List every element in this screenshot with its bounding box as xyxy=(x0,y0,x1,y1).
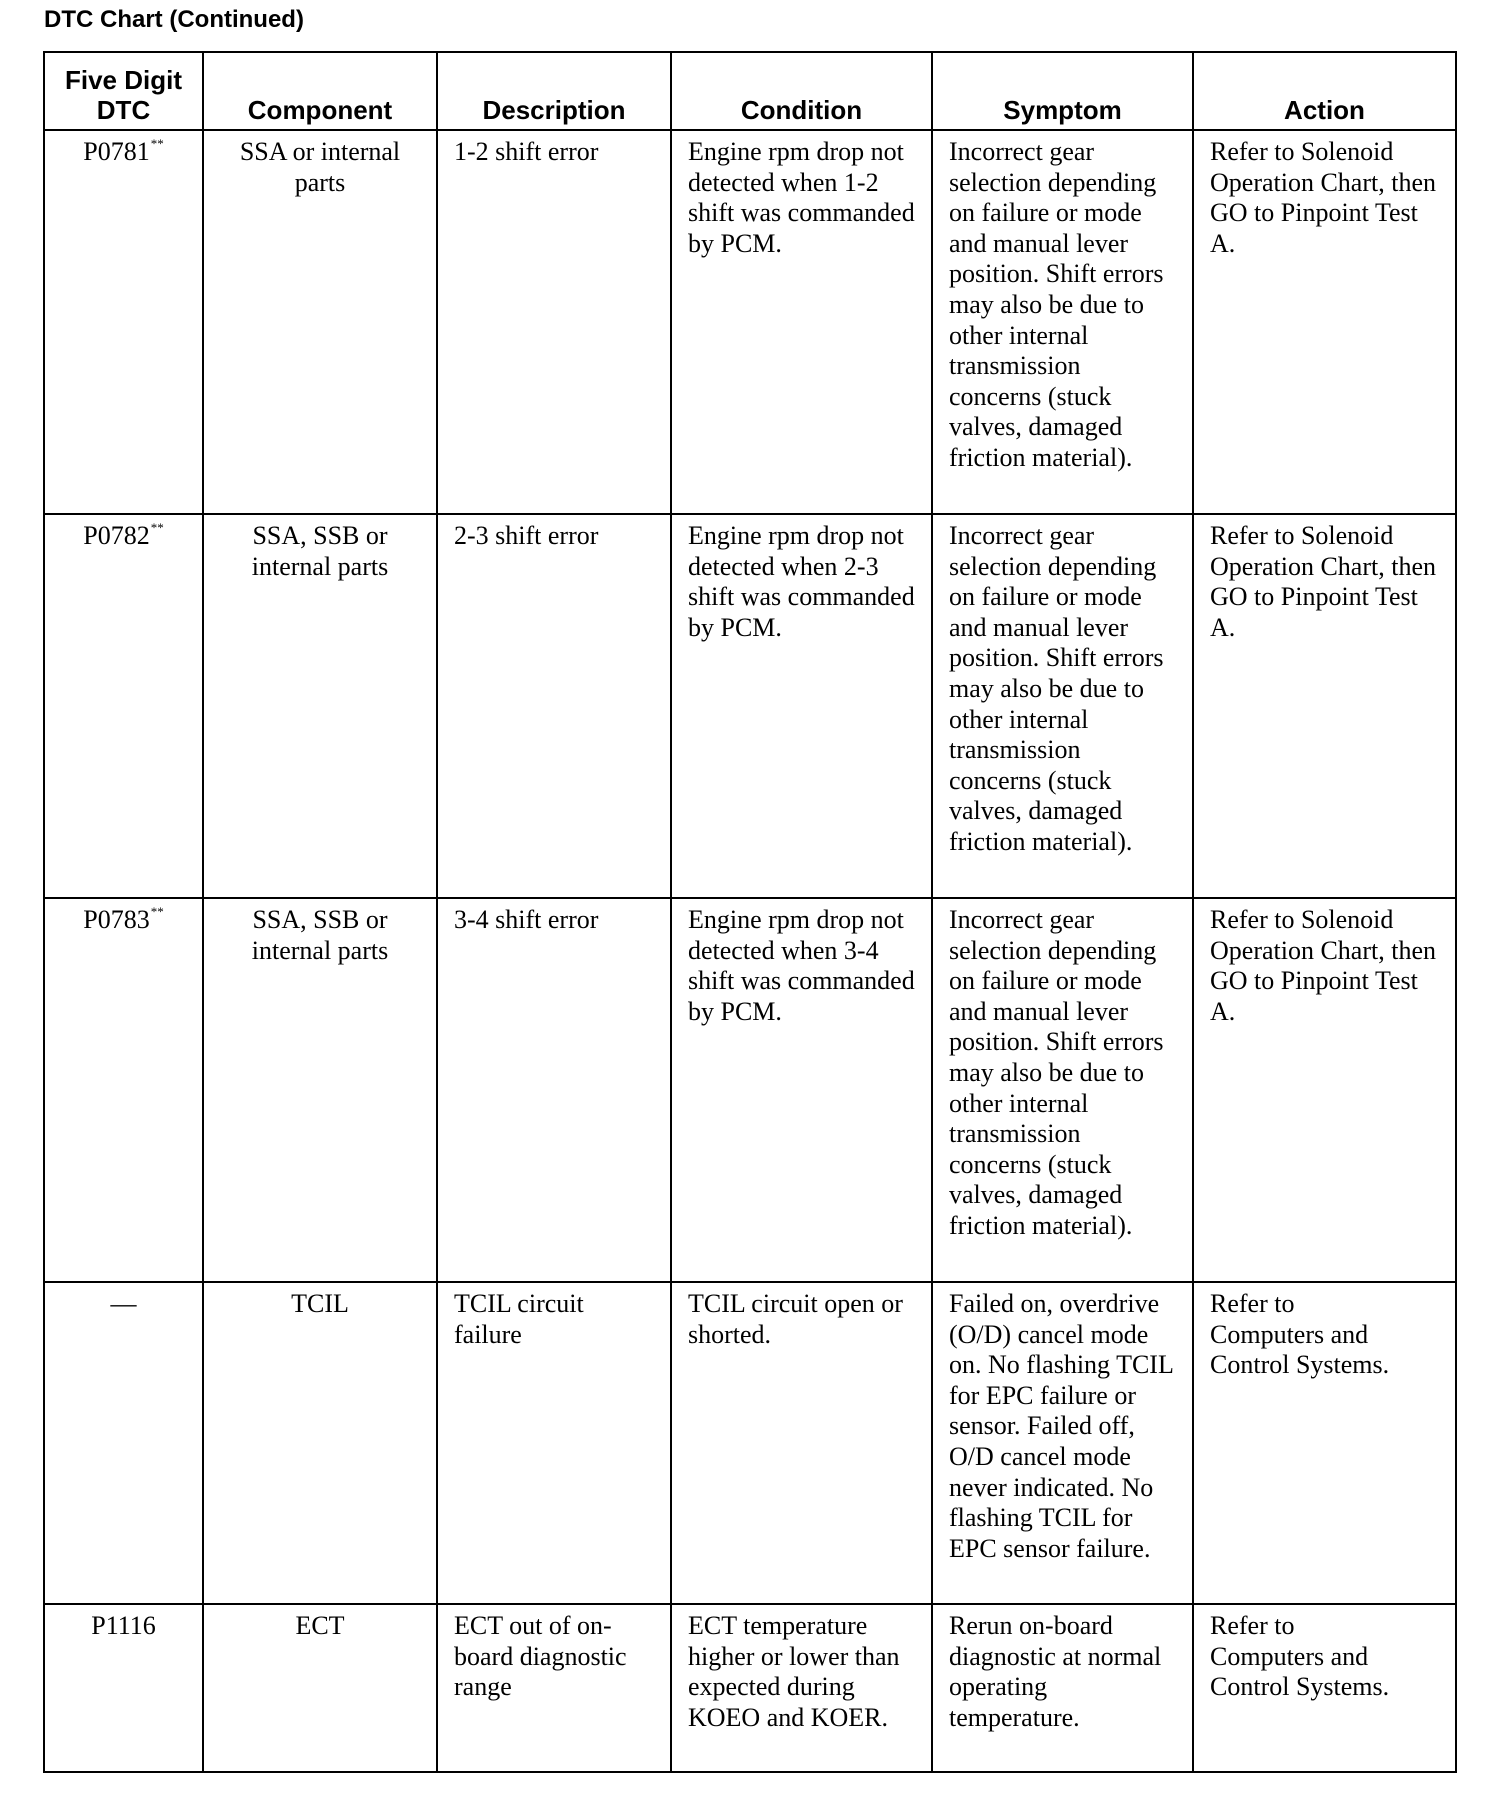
component-cell: TCIL xyxy=(203,1282,437,1604)
action-cell: Refer to Solenoid Operation Chart, then GO to Pinpoint Test A. xyxy=(1193,130,1456,514)
condition-cell: TCIL circuit open or shorted. xyxy=(671,1282,932,1604)
action-cell xyxy=(1193,1604,1456,1772)
description-cell: TCIL circuit failure xyxy=(437,1282,671,1604)
component-cell: SSA, SSB or internal parts xyxy=(203,514,437,898)
dtc-code: P0781 xyxy=(83,137,150,166)
component-cell: ECT xyxy=(203,1604,437,1772)
description-cell: 2-3 shift error xyxy=(437,514,671,898)
condition-cell: Engine rpm drop not detected when 3-4 shift was commanded by PCM. xyxy=(671,898,932,1282)
table-row xyxy=(44,1604,1456,1772)
description-cell: ECT out of on-board diagnostic range xyxy=(437,1604,671,1772)
condition-cell: ECT temperature higher or lower than expected during KOEO and KOER. xyxy=(671,1604,932,1772)
table-row xyxy=(44,898,1456,1282)
action-reference: Computers and Control Systems. xyxy=(1210,1641,1390,1702)
table-row xyxy=(44,130,1456,514)
symptom-cell: Incorrect gear selection depending on failure or mode and manual lever position. Shift errors may also be due to other internal transmission concerns (stuck valves, damaged friction material). xyxy=(932,514,1193,898)
page-title: DTC Chart (Continued) xyxy=(44,6,304,33)
header-dtc-line2: DTC xyxy=(96,95,151,125)
action-cell: Refer to Solenoid Operation Chart, then GO to Pinpoint Test A. xyxy=(1193,514,1456,898)
description-cell: 3-4 shift error xyxy=(437,898,671,1282)
dtc-code: P0782 xyxy=(83,521,150,550)
header-row xyxy=(44,52,1456,130)
table-row xyxy=(44,1282,1456,1604)
symptom-cell: Incorrect gear selection depending on failure or mode and manual lever position. Shift errors may also be due to other internal transmission concerns (stuck valves, damaged friction material). xyxy=(932,130,1193,514)
header-dtc xyxy=(44,52,203,130)
dtc-code: — xyxy=(110,1289,137,1318)
dtc-table xyxy=(43,51,1457,1773)
header-component: Component xyxy=(203,52,437,130)
component-cell: SSA, SSB or internal parts xyxy=(203,898,437,1282)
header-symptom: Symptom xyxy=(932,52,1193,130)
action-refer: Refer to xyxy=(1210,1289,1295,1318)
action-cell xyxy=(1193,1282,1456,1604)
action-cell: Refer to Solenoid Operation Chart, then GO to Pinpoint Test A. xyxy=(1193,898,1456,1282)
header-description: Description xyxy=(437,52,671,130)
dtc-cell xyxy=(44,514,203,898)
symptom-cell: Rerun on-board diagnostic at normal operating temperature. xyxy=(932,1604,1193,1772)
dtc-footnote-mark: ** xyxy=(150,904,164,919)
condition-cell: Engine rpm drop not detected when 2-3 shift was commanded by PCM. xyxy=(671,514,932,898)
action-refer: Refer to xyxy=(1210,1611,1295,1640)
description-cell: 1-2 shift error xyxy=(437,130,671,514)
action-reference: Computers and Control Systems. xyxy=(1210,1319,1390,1380)
header-condition: Condition xyxy=(671,52,932,130)
dtc-cell xyxy=(44,1282,203,1604)
dtc-cell xyxy=(44,898,203,1282)
dtc-cell xyxy=(44,1604,203,1772)
dtc-footnote-mark: ** xyxy=(150,136,164,151)
dtc-cell xyxy=(44,130,203,514)
dtc-footnote-mark: ** xyxy=(150,520,164,535)
table-row xyxy=(44,514,1456,898)
symptom-cell: Incorrect gear selection depending on failure or mode and manual lever position. Shift errors may also be due to other internal transmission concerns (stuck valves, damaged friction material). xyxy=(932,898,1193,1282)
symptom-cell: Failed on, overdrive (O/D) cancel mode on. No flashing TCIL for EPC failure or sensor. Failed off, O/D cancel mode never indicated. No flashing TCIL for EPC sensor failure. xyxy=(932,1282,1193,1604)
condition-cell: Engine rpm drop not detected when 1-2 shift was commanded by PCM. xyxy=(671,130,932,514)
dtc-code: P1116 xyxy=(91,1611,156,1640)
header-dtc-line1: Five Digit xyxy=(64,65,182,95)
header-action: Action xyxy=(1193,52,1456,130)
dtc-code: P0783 xyxy=(83,905,150,934)
component-cell: SSA or internal parts xyxy=(203,130,437,514)
